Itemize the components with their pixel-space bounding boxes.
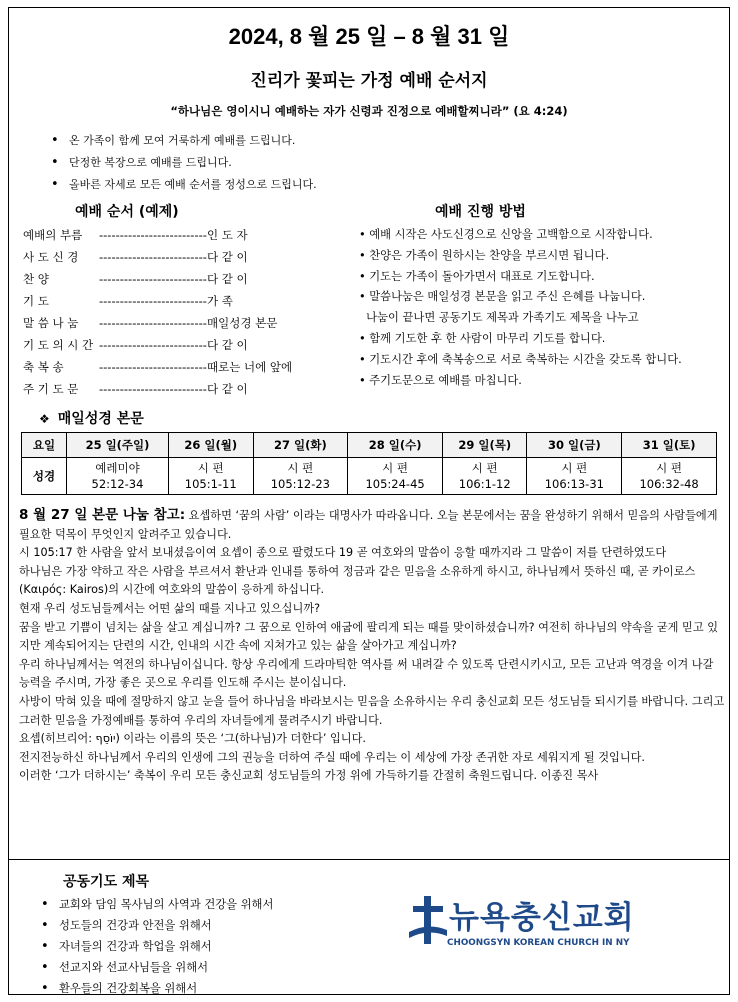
list-item: • 교회와 담임 목사님의 사역과 건강을 위해서 xyxy=(39,896,273,917)
order-item: 찬 양 xyxy=(23,272,49,286)
list-item: • 함께 기도한 후 한 사람이 마무리 기도를 합니다. xyxy=(359,331,606,345)
chapter-ref: 105:12-23 xyxy=(270,477,330,491)
table-header-row xyxy=(22,433,717,458)
church-logo xyxy=(407,892,637,952)
order-row xyxy=(23,292,313,314)
order-item: 기 도 의 시 간 xyxy=(23,338,94,352)
reflection-intro: 요셉하면 ‘꿈의 사람’ 이라는 대명사가 따라옵니다. 오늘 본문에서는 꿈을 완성하기 위해서 믿음의 사람들에게 필요한 덕목이 무엇인지 알려주고 있습니다. xyxy=(19,509,718,541)
book-name: 시 편 xyxy=(561,461,588,475)
table-cell xyxy=(168,458,253,495)
order-leader: 다 같 이 xyxy=(207,338,248,352)
table-header: 25 일(주일) xyxy=(67,433,169,458)
order-item: 예배의 부름 xyxy=(23,228,83,242)
list-item: 나눔이 끝나면 공동기도 제목과 가족기도 제목을 나누고 xyxy=(359,311,639,325)
paragraph: 이러한 ‘그가 더하시는’ 축복이 우리 모든 충신교회 성도님들의 가정 위에 가득하기를 간절히 축원드립니다. 이종진 목사 xyxy=(19,769,599,783)
prayer-list xyxy=(39,896,273,1001)
order-leader: 매일성경 본문 xyxy=(207,316,278,330)
worship-order xyxy=(23,226,313,402)
order-leader: 다 같 이 xyxy=(207,382,248,396)
leader-dashes: -------------------------- xyxy=(99,250,207,264)
table-header: 29 일(목) xyxy=(442,433,527,458)
table-cell xyxy=(442,458,527,495)
table-header: 27 일(화) xyxy=(253,433,348,458)
order-row xyxy=(23,358,313,380)
list-item: • 환우들의 건강회복을 위해서 xyxy=(39,980,273,1001)
chapter-ref: 106:32-48 xyxy=(639,477,699,491)
table-header: 26 일(월) xyxy=(168,433,253,458)
leader-dashes: -------------------------- xyxy=(99,294,207,308)
worship-guide-page xyxy=(8,7,730,995)
list-item: • 말씀나눔은 매일성경 본문을 읽고 주신 은혜를 나눕니다. xyxy=(359,290,646,304)
book-name: 시 편 xyxy=(197,461,224,475)
order-row xyxy=(23,380,313,402)
table-row xyxy=(22,458,717,495)
list-item: • 성도들의 건강과 안전을 위해서 xyxy=(39,917,273,938)
table-cell xyxy=(253,458,348,495)
list-item: • 선교지와 선교사님들을 위해서 xyxy=(39,959,273,980)
chapter-ref: 105:24-45 xyxy=(365,477,425,491)
bible-title-text: 매일성경 본문 xyxy=(57,411,144,427)
paragraph: 우리 하나님께서는 역전의 하나님이십니다. 항상 우리에게 드라마틱한 역사를 써 내려갈 수 있도록 단련시키시고, 모든 고난과 역경을 이겨 나갈 능력을 주시며, 가장 좋은 곳으로 우리를 인도해 주시는 분이십니다. xyxy=(19,657,714,690)
order-item: 말 씀 나 눔 xyxy=(23,316,79,330)
paragraph: 현재 우리 성도님들께서는 어떤 삶의 때를 지나고 있으십니까? xyxy=(19,601,321,615)
list-item: • 자녀들의 건강과 학업을 위해서 xyxy=(39,938,273,959)
book-name: 시 편 xyxy=(382,461,409,475)
method-title: 예배 진행 방법 xyxy=(435,204,526,220)
list-item: • 단정한 복장으로 예배를 드립니다. xyxy=(49,155,317,177)
chapter-ref: 106:1-12 xyxy=(458,477,511,491)
order-row xyxy=(23,270,313,292)
cross-icon xyxy=(407,892,449,948)
date-range: 2024, 8 월 25 일 – 8 월 31 일 xyxy=(228,24,510,49)
reflection-heading: 8 월 27 일 본문 나눔 참고: xyxy=(19,507,186,523)
section-divider xyxy=(9,859,729,860)
leader-dashes: -------------------------- xyxy=(99,228,207,242)
order-row xyxy=(23,314,313,336)
paragraph: 시 105:17 한 사람을 앞서 보내셨음이여 요셉이 종으로 팔렸도다 19 곧 여호와의 말씀이 응할 때까지라 그 말씀이 저를 단련하였도다 xyxy=(19,546,667,560)
list-item: • 기도시간 후에 축복송으로 서로 축복하는 시간을 갖도록 합니다. xyxy=(359,352,682,366)
order-row xyxy=(23,226,313,248)
chapter-ref: 106:13-31 xyxy=(544,477,604,491)
leader-dashes: -------------------------- xyxy=(99,360,207,374)
prayer-title: 공동기도 제목 xyxy=(63,874,150,890)
order-leader: 다 같 이 xyxy=(207,250,248,264)
table-cell xyxy=(348,458,443,495)
daily-bible-table xyxy=(21,432,717,495)
chapter-ref: 52:12-34 xyxy=(91,477,144,491)
guideline-list xyxy=(49,133,317,199)
list-item: • 올바른 자세로 모든 예배 순서를 정성으로 드립니다. xyxy=(49,177,317,199)
page-title: 진리가 꽃피는 가정 예배 순서지 xyxy=(250,71,488,91)
table-header: 31 일(토) xyxy=(622,433,717,458)
table-cell xyxy=(67,458,169,495)
book-name: 예레미야 xyxy=(95,461,140,475)
paragraph: 사방이 막혀 있을 때에 절망하지 않고 눈을 들어 하나님을 바라보시는 믿음을 소유하시는 우리 충신교회 모든 성도님들 되시기를 바랍니다. 그리고 그러한 믿음을 가정예배를 통하여 우리의 자녀들에게 물려주시기 바랍니다. xyxy=(19,694,725,727)
table-cell xyxy=(527,458,622,495)
order-row xyxy=(23,248,313,270)
table-header: 30 일(금) xyxy=(527,433,622,458)
order-leader: 가 족 xyxy=(207,294,233,308)
list-item: • 온 가족이 함께 모여 거룩하게 예배를 드립니다. xyxy=(49,133,317,155)
list-item: • 기도는 가족이 돌아가면서 대표로 기도합니다. xyxy=(359,269,595,283)
paragraph: 전지전능하신 하나님께서 우리의 인생에 그의 권능을 더하여 주실 때에 우리는 이 세상에 가장 존귀한 자로 세워지게 될 것입니다. xyxy=(19,750,645,764)
paragraph: 하나님은 가장 약하고 작은 사람을 부르셔서 환난과 인내를 통하여 정금과 같은 믿음을 소유하게 하시고, 하나님께서 뜻하신 때, 곧 카이로스(Καιρός: Kairos)의 시간에 여호와의 말씀이 응하게 하십니다. xyxy=(19,564,696,597)
table-header: 28 일(수) xyxy=(348,433,443,458)
paragraph: 꿈을 받고 기쁨이 넘치는 삶을 살고 계십니까? 그 꿈으로 인하여 애굽에 팔리게 되는 때를 맞이하셨습니까? 여전히 하나님의 약속을 굳게 믿고 있지만 계속되어지는 단련의 시간, 인내의 시간 속에 지쳐가고 있는 삶을 살아가고 계십니까? xyxy=(19,620,719,653)
order-leader: 때로는 너에 앞에 xyxy=(207,360,293,374)
leader-dashes: -------------------------- xyxy=(99,316,207,330)
book-name: 시 편 xyxy=(287,461,314,475)
leader-dashes: -------------------------- xyxy=(99,382,207,396)
leader-dashes: -------------------------- xyxy=(99,272,207,286)
bible-section-title xyxy=(39,408,144,428)
book-name: 시 편 xyxy=(656,461,683,475)
order-item: 기 도 xyxy=(23,294,49,308)
list-item: • 주기도문으로 예배를 마칩니다. xyxy=(359,373,522,387)
diamond-star-icon: ❖ xyxy=(39,412,50,426)
reflection-lead-paragraph xyxy=(19,506,725,544)
leader-dashes: -------------------------- xyxy=(99,338,207,352)
order-row xyxy=(23,336,313,358)
scripture-verse: “하나님은 영이시니 예배하는 자가 신령과 진정으로 예배할찌니라” (요 4:24) xyxy=(170,104,568,118)
table-cell: 성경 xyxy=(22,458,67,495)
logo-english-name: CHOONGSYN KOREAN CHURCH IN NY xyxy=(447,938,630,948)
worship-method-list xyxy=(359,226,729,392)
order-item: 축 복 송 xyxy=(23,360,64,374)
order-leader: 다 같 이 xyxy=(207,272,248,286)
reflection-text xyxy=(19,506,725,786)
list-item: • 찬양은 가족이 원하시는 찬양을 부르시면 됩니다. xyxy=(359,248,610,262)
book-name: 시 편 xyxy=(471,461,498,475)
order-leader: 인 도 자 xyxy=(207,228,248,242)
order-title: 예배 순서 (예제) xyxy=(75,204,179,220)
table-cell xyxy=(622,458,717,495)
chapter-ref: 105:1-11 xyxy=(184,477,237,491)
order-item: 사 도 신 경 xyxy=(23,250,79,264)
paragraph: 요셉(히브리어: יוֹסֵף) 이라는 이름의 뜻은 ‘그(하나님)가 더한다’ 입니다. xyxy=(19,732,366,746)
logo-name: 뉴욕충신교회 xyxy=(449,900,635,936)
order-item: 주 기 도 문 xyxy=(23,382,79,396)
table-header: 요일 xyxy=(22,433,67,458)
list-item: • 예배 시작은 사도신경으로 신앙을 고백함으로 시작합니다. xyxy=(359,228,653,241)
